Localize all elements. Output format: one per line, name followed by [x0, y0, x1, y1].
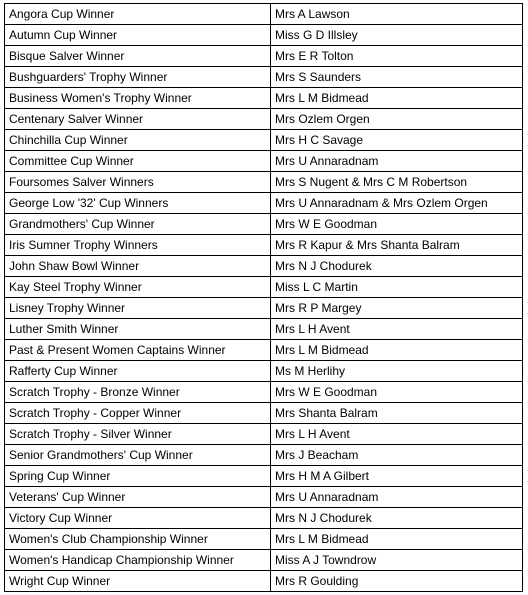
winner-cell: Mrs R P Margey [271, 298, 523, 319]
winner-cell: Mrs L M Bidmead [271, 529, 523, 550]
table-row [5, 46, 523, 67]
table-row [5, 130, 523, 151]
award-cell: Women's Handicap Championship Winner [5, 550, 271, 571]
award-cell: Luther Smith Winner [5, 319, 271, 340]
award-cell: Autumn Cup Winner [5, 25, 271, 46]
winner-cell: Mrs S Nugent & Mrs C M Robertson [271, 172, 523, 193]
table-row [5, 550, 523, 571]
table-row [5, 382, 523, 403]
award-cell: Senior Grandmothers' Cup Winner [5, 445, 271, 466]
award-cell: Foursomes Salver Winners [5, 172, 271, 193]
award-cell: Committee Cup Winner [5, 151, 271, 172]
table-row [5, 151, 523, 172]
winner-cell: Mrs R Kapur & Mrs Shanta Balram [271, 235, 523, 256]
table-row [5, 424, 523, 445]
award-cell: Past & Present Women Captains Winner [5, 340, 271, 361]
winner-cell: Ms M Herlihy [271, 361, 523, 382]
table-row [5, 361, 523, 382]
award-cell: Iris Sumner Trophy Winners [5, 235, 271, 256]
table-row [5, 340, 523, 361]
table-row [5, 109, 523, 130]
table-row [5, 214, 523, 235]
winner-cell: Mrs A Lawson [271, 4, 523, 25]
award-cell: Veterans' Cup Winner [5, 487, 271, 508]
table-row [5, 403, 523, 424]
winner-cell: Mrs R Goulding [271, 571, 523, 592]
winner-cell: Miss G D Illsley [271, 25, 523, 46]
award-cell: Grandmothers' Cup Winner [5, 214, 271, 235]
table-row [5, 319, 523, 340]
table-row [5, 88, 523, 109]
winner-cell: Mrs H C Savage [271, 130, 523, 151]
table-row [5, 235, 523, 256]
winner-cell: Mrs Shanta Balram [271, 403, 523, 424]
award-cell: Lisney Trophy Winner [5, 298, 271, 319]
table-row [5, 277, 523, 298]
award-cell: Business Women's Trophy Winner [5, 88, 271, 109]
award-cell: John Shaw Bowl Winner [5, 256, 271, 277]
winner-cell: Mrs L M Bidmead [271, 88, 523, 109]
award-cell: Angora Cup Winner [5, 4, 271, 25]
table-row [5, 172, 523, 193]
table-row [5, 466, 523, 487]
award-cell: Kay Steel Trophy Winner [5, 277, 271, 298]
table-row [5, 25, 523, 46]
table-row [5, 4, 523, 25]
table-row [5, 193, 523, 214]
winner-cell: Mrs J Beacham [271, 445, 523, 466]
winner-cell: Miss A J Towndrow [271, 550, 523, 571]
winner-cell: Mrs W E Goodman [271, 214, 523, 235]
table-row [5, 67, 523, 88]
winner-cell: Mrs L M Bidmead [271, 340, 523, 361]
award-cell: Rafferty Cup Winner [5, 361, 271, 382]
table-row [5, 256, 523, 277]
winners-table-body [5, 4, 523, 592]
winner-cell: Miss L C Martin [271, 277, 523, 298]
award-cell: Chinchilla Cup Winner [5, 130, 271, 151]
winner-cell: Mrs N J Chodurek [271, 256, 523, 277]
winner-cell: Mrs H M A Gilbert [271, 466, 523, 487]
award-cell: Bushguarders' Trophy Winner [5, 67, 271, 88]
winner-cell: Mrs S Saunders [271, 67, 523, 88]
winner-cell: Mrs N J Chodurek [271, 508, 523, 529]
winner-cell: Mrs E R Tolton [271, 46, 523, 67]
winner-cell: Mrs W E Goodman [271, 382, 523, 403]
award-cell: Scratch Trophy - Copper Winner [5, 403, 271, 424]
award-cell: Scratch Trophy - Bronze Winner [5, 382, 271, 403]
table-row [5, 508, 523, 529]
table-row [5, 571, 523, 592]
winner-cell: Mrs L H Avent [271, 319, 523, 340]
winner-cell: Mrs U Annaradnam & Mrs Ozlem Orgen [271, 193, 523, 214]
award-cell: Wright Cup Winner [5, 571, 271, 592]
award-cell: Victory Cup Winner [5, 508, 271, 529]
winner-cell: Mrs Ozlem Orgen [271, 109, 523, 130]
winner-cell: Mrs U Annaradnam [271, 487, 523, 508]
award-cell: Women's Club Championship Winner [5, 529, 271, 550]
table-row [5, 529, 523, 550]
winner-cell: Mrs U Annaradnam [271, 151, 523, 172]
table-row [5, 298, 523, 319]
table-row [5, 487, 523, 508]
table-row [5, 445, 523, 466]
award-cell: Spring Cup Winner [5, 466, 271, 487]
award-cell: Scratch Trophy - Silver Winner [5, 424, 271, 445]
award-cell: Centenary Salver Winner [5, 109, 271, 130]
award-cell: Bisque Salver Winner [5, 46, 271, 67]
winner-cell: Mrs L H Avent [271, 424, 523, 445]
winners-table [4, 3, 523, 592]
award-cell: George Low '32' Cup Winners [5, 193, 271, 214]
